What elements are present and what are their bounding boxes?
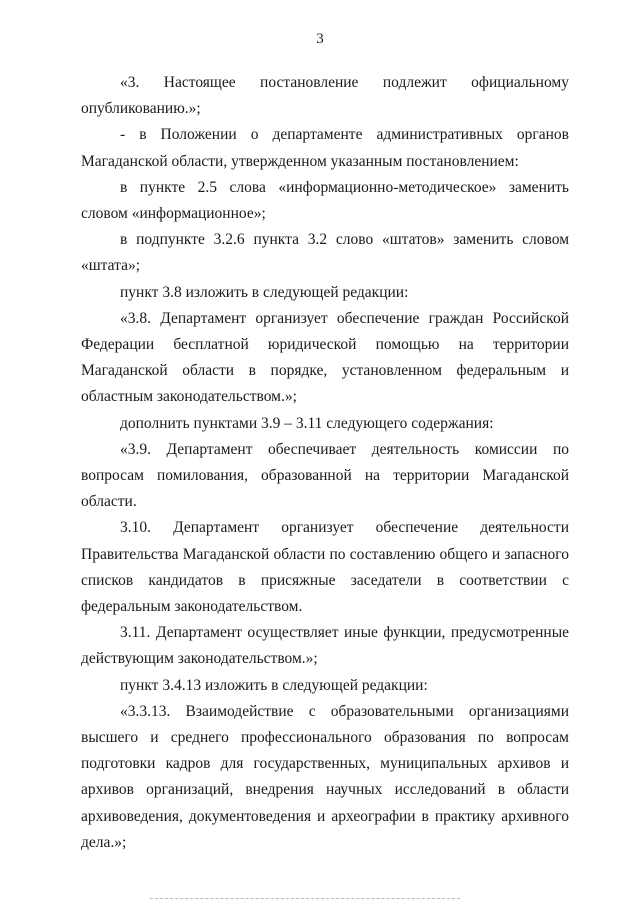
paragraph-item-3-3-13-text: «3.3.13. Взаимодействие с образовательными организациями высшего и среднего профессионального образования по вопросам подготовки кадров для государственных, муниципальных архивов и архивов организаций, внедрения научных исследований в области архивоведения, документоведения и археографии в практику архивного дела.»; xyxy=(81,702,569,851)
paragraph-subitem-3-2-6: в подпункте 3.2.6 пункта 3.2 слово «штатов» заменить словом «штата»; xyxy=(81,231,569,275)
footer-divider xyxy=(150,898,460,899)
paragraph-item-2-5: в пункте 2.5 слова «информационно-методическое» заменить словом «информационное»; xyxy=(81,178,569,223)
paragraph-item-3-10: 3.10. Департамент организует обеспечение деятельности Правительства Магаданской области по составлению общего и запасного списков кандидатов в присяжные заседатели в соответствии с федеральным законодательством. xyxy=(81,519,569,616)
paragraph-item-3-9: «3.9. Департамент обеспечивает деятельность комиссии по вопросам помилования, образованной на территории Магаданской области. xyxy=(81,440,569,511)
paragraph-item-3-4-13-intro: пункт 3.4.13 изложить в следующей редакции: xyxy=(120,676,428,694)
paragraph-publication-clause: «3. Настоящее постановление подлежит официальному опубликованию.»; xyxy=(81,74,569,118)
page-number: 3 xyxy=(316,31,324,47)
document-body xyxy=(81,70,569,856)
paragraph-item-3-8-text: «3.8. Департамент организует обеспечение граждан Российской Федерации бесплатной юридической помощью на территории Магаданской области в порядке, установленном федеральным и областным законодательством.»; xyxy=(81,309,569,406)
paragraph-regulation-intro: - в Положении о департаменте административных органов Магаданской области, утвержденном указанным постановлением: xyxy=(81,126,569,170)
paragraph-item-3-11: 3.11. Департамент осуществляет иные функции, предусмотренные действующим законодательством.»; xyxy=(81,624,569,668)
paragraph-item-3-8-intro: пункт 3.8 изложить в следующей редакции: xyxy=(120,283,409,301)
paragraph-add-items-intro: дополнить пунктами 3.9 – 3.11 следующего содержания: xyxy=(120,414,494,432)
